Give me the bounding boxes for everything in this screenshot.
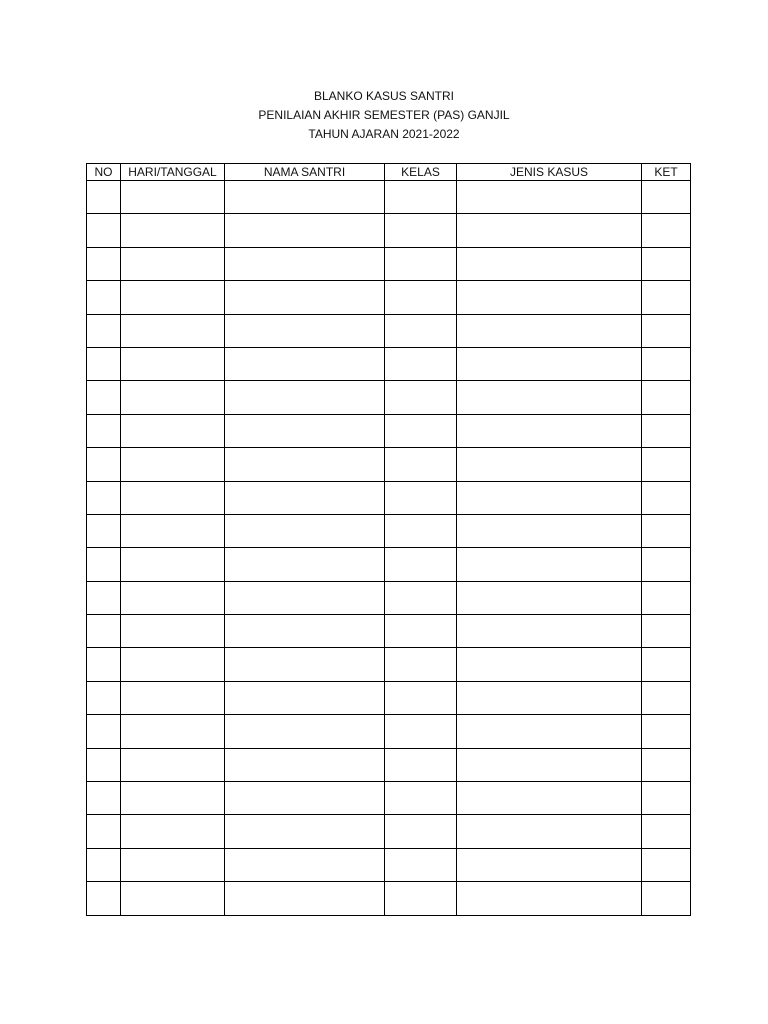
table-cell-kelas[interactable] [385,548,457,581]
table-cell-kelas[interactable] [385,882,457,915]
table-cell-no[interactable] [87,281,121,314]
table-cell-jenis-kasus[interactable] [457,715,642,748]
table-cell-jenis-kasus[interactable] [457,748,642,781]
table-cell-no[interactable] [87,214,121,247]
table-cell-kelas[interactable] [385,347,457,380]
table-cell-no[interactable] [87,514,121,547]
table-cell-kelas[interactable] [385,414,457,447]
table-cell-nama-santri[interactable] [225,181,385,214]
table-cell-nama-santri[interactable] [225,548,385,581]
table-cell-nama-santri[interactable] [225,481,385,514]
table-cell-no[interactable] [87,314,121,347]
table-cell-no[interactable] [87,448,121,481]
table-cell-hari-tanggal[interactable] [121,448,225,481]
document-header [0,87,768,144]
table-cell-jenis-kasus[interactable] [457,581,642,614]
table-cell-ket[interactable] [642,514,691,547]
case-table [86,163,691,916]
table-cell-no[interactable] [87,181,121,214]
table-cell-jenis-kasus[interactable] [457,314,642,347]
table-cell-jenis-kasus[interactable] [457,481,642,514]
table-cell-nama-santri[interactable] [225,514,385,547]
table-cell-jenis-kasus[interactable] [457,882,642,915]
table-cell-jenis-kasus[interactable] [457,347,642,380]
table-row [87,414,691,447]
table-cell-ket[interactable] [642,782,691,815]
table-cell-no[interactable] [87,347,121,380]
table-cell-jenis-kasus[interactable] [457,615,642,648]
table-cell-hari-tanggal[interactable] [121,715,225,748]
table-cell-nama-santri[interactable] [225,347,385,380]
table-cell-no[interactable] [87,748,121,781]
table-cell-nama-santri[interactable] [225,681,385,714]
table-row [87,214,691,247]
table-cell-ket[interactable] [642,548,691,581]
table-cell-jenis-kasus[interactable] [457,782,642,815]
table-cell-kelas[interactable] [385,214,457,247]
table-row [87,815,691,848]
table-cell-kelas[interactable] [385,381,457,414]
table-cell-nama-santri[interactable] [225,715,385,748]
table-cell-kelas[interactable] [385,715,457,748]
table-cell-nama-santri[interactable] [225,581,385,614]
table-cell-hari-tanggal[interactable] [121,481,225,514]
table-cell-ket[interactable] [642,815,691,848]
table-row [87,247,691,280]
table-cell-kelas[interactable] [385,247,457,280]
table-cell-ket[interactable] [642,381,691,414]
table-cell-no[interactable] [87,548,121,581]
table-row [87,748,691,781]
table-cell-jenis-kasus[interactable] [457,448,642,481]
table-cell-no[interactable] [87,782,121,815]
table-cell-no[interactable] [87,882,121,915]
table-cell-no[interactable] [87,414,121,447]
table-cell-hari-tanggal[interactable] [121,815,225,848]
table-row [87,615,691,648]
table-cell-nama-santri[interactable] [225,381,385,414]
table-cell-kelas[interactable] [385,281,457,314]
table-cell-nama-santri[interactable] [225,748,385,781]
table-cell-nama-santri[interactable] [225,848,385,881]
table-row [87,347,691,380]
table-cell-hari-tanggal[interactable] [121,347,225,380]
table-row [87,882,691,915]
table-cell-no[interactable] [87,581,121,614]
table-cell-ket[interactable] [642,314,691,347]
table-cell-kelas[interactable] [385,815,457,848]
table-cell-ket[interactable] [642,347,691,380]
table-cell-kelas[interactable] [385,848,457,881]
table-row [87,681,691,714]
table-cell-jenis-kasus[interactable] [457,281,642,314]
table-cell-kelas[interactable] [385,481,457,514]
table-cell-ket[interactable] [642,581,691,614]
table-cell-jenis-kasus[interactable] [457,548,642,581]
table-cell-ket[interactable] [642,281,691,314]
table-cell-ket[interactable] [642,247,691,280]
table-cell-kelas[interactable] [385,748,457,781]
table-row [87,281,691,314]
table-cell-kelas[interactable] [385,514,457,547]
table-row [87,715,691,748]
table-cell-jenis-kasus[interactable] [457,414,642,447]
table-cell-nama-santri[interactable] [225,214,385,247]
column-header-kelas: KELAS [385,164,457,181]
table-cell-kelas[interactable] [385,314,457,347]
table-cell-ket[interactable] [642,882,691,915]
table-cell-nama-santri[interactable] [225,281,385,314]
table-cell-ket[interactable] [642,748,691,781]
table-cell-no[interactable] [87,481,121,514]
table-cell-nama-santri[interactable] [225,615,385,648]
table-cell-hari-tanggal[interactable] [121,314,225,347]
table-cell-hari-tanggal[interactable] [121,748,225,781]
table-cell-hari-tanggal[interactable] [121,882,225,915]
table-cell-no[interactable] [87,848,121,881]
table-cell-no[interactable] [87,247,121,280]
table-header-row [87,164,691,181]
table-cell-nama-santri[interactable] [225,648,385,681]
column-header-nama-santri: NAMA SANTRI [225,164,385,181]
table-cell-nama-santri[interactable] [225,815,385,848]
table-cell-ket[interactable] [642,648,691,681]
table-cell-no[interactable] [87,681,121,714]
table-cell-kelas[interactable] [385,782,457,815]
table-cell-hari-tanggal[interactable] [121,181,225,214]
table-cell-nama-santri[interactable] [225,782,385,815]
table-cell-jenis-kasus[interactable] [457,848,642,881]
table-cell-hari-tanggal[interactable] [121,615,225,648]
table-row [87,481,691,514]
table-cell-kelas[interactable] [385,581,457,614]
table-cell-jenis-kasus[interactable] [457,514,642,547]
table-cell-jenis-kasus[interactable] [457,648,642,681]
table-cell-no[interactable] [87,815,121,848]
table-cell-nama-santri[interactable] [225,448,385,481]
table-cell-hari-tanggal[interactable] [121,281,225,314]
table-cell-nama-santri[interactable] [225,414,385,447]
academic-year: TAHUN AJARAN 2021-2022 [308,127,460,141]
table-cell-nama-santri[interactable] [225,247,385,280]
table-cell-no[interactable] [87,615,121,648]
table-cell-no[interactable] [87,381,121,414]
column-header-ket: KET [642,164,691,181]
table-cell-hari-tanggal[interactable] [121,848,225,881]
table-cell-hari-tanggal[interactable] [121,381,225,414]
document-title: BLANKO KASUS SANTRI [313,89,455,103]
document-subtitle: PENILAIAN AKHIR SEMESTER (PAS) GANJIL [258,108,510,122]
table-cell-hari-tanggal[interactable] [121,548,225,581]
table-cell-hari-tanggal[interactable] [121,782,225,815]
table-row [87,782,691,815]
table-row [87,314,691,347]
table-cell-kelas[interactable] [385,615,457,648]
table-cell-jenis-kasus[interactable] [457,247,642,280]
table-cell-jenis-kasus[interactable] [457,214,642,247]
table-cell-hari-tanggal[interactable] [121,514,225,547]
table-cell-hari-tanggal[interactable] [121,581,225,614]
table-cell-ket[interactable] [642,615,691,648]
table-cell-no[interactable] [87,648,121,681]
table-cell-nama-santri[interactable] [225,882,385,915]
table-cell-nama-santri[interactable] [225,314,385,347]
table-cell-hari-tanggal[interactable] [121,648,225,681]
table-cell-ket[interactable] [642,414,691,447]
table-cell-kelas[interactable] [385,681,457,714]
table-cell-jenis-kasus[interactable] [457,681,642,714]
table-cell-hari-tanggal[interactable] [121,214,225,247]
table-cell-ket[interactable] [642,681,691,714]
table-cell-hari-tanggal[interactable] [121,681,225,714]
table-cell-kelas[interactable] [385,448,457,481]
table-cell-jenis-kasus[interactable] [457,181,642,214]
table-cell-jenis-kasus[interactable] [457,381,642,414]
table-cell-ket[interactable] [642,448,691,481]
table-cell-no[interactable] [87,715,121,748]
table-cell-hari-tanggal[interactable] [121,247,225,280]
table-row [87,648,691,681]
table-cell-ket[interactable] [642,848,691,881]
column-header-no: NO [87,164,121,181]
table-cell-jenis-kasus[interactable] [457,815,642,848]
table-row [87,548,691,581]
table-cell-ket[interactable] [642,181,691,214]
table-cell-ket[interactable] [642,481,691,514]
table-cell-ket[interactable] [642,715,691,748]
table-cell-hari-tanggal[interactable] [121,414,225,447]
table-cell-kelas[interactable] [385,181,457,214]
table-cell-kelas[interactable] [385,648,457,681]
table-row [87,514,691,547]
table-row [87,848,691,881]
table-row [87,181,691,214]
table-row [87,448,691,481]
column-header-jenis-kasus: JENIS KASUS [457,164,642,181]
table-row [87,581,691,614]
column-header-hari-tanggal: HARI/TANGGAL [121,164,225,181]
table-row [87,381,691,414]
table-body [87,181,691,916]
table-cell-ket[interactable] [642,214,691,247]
